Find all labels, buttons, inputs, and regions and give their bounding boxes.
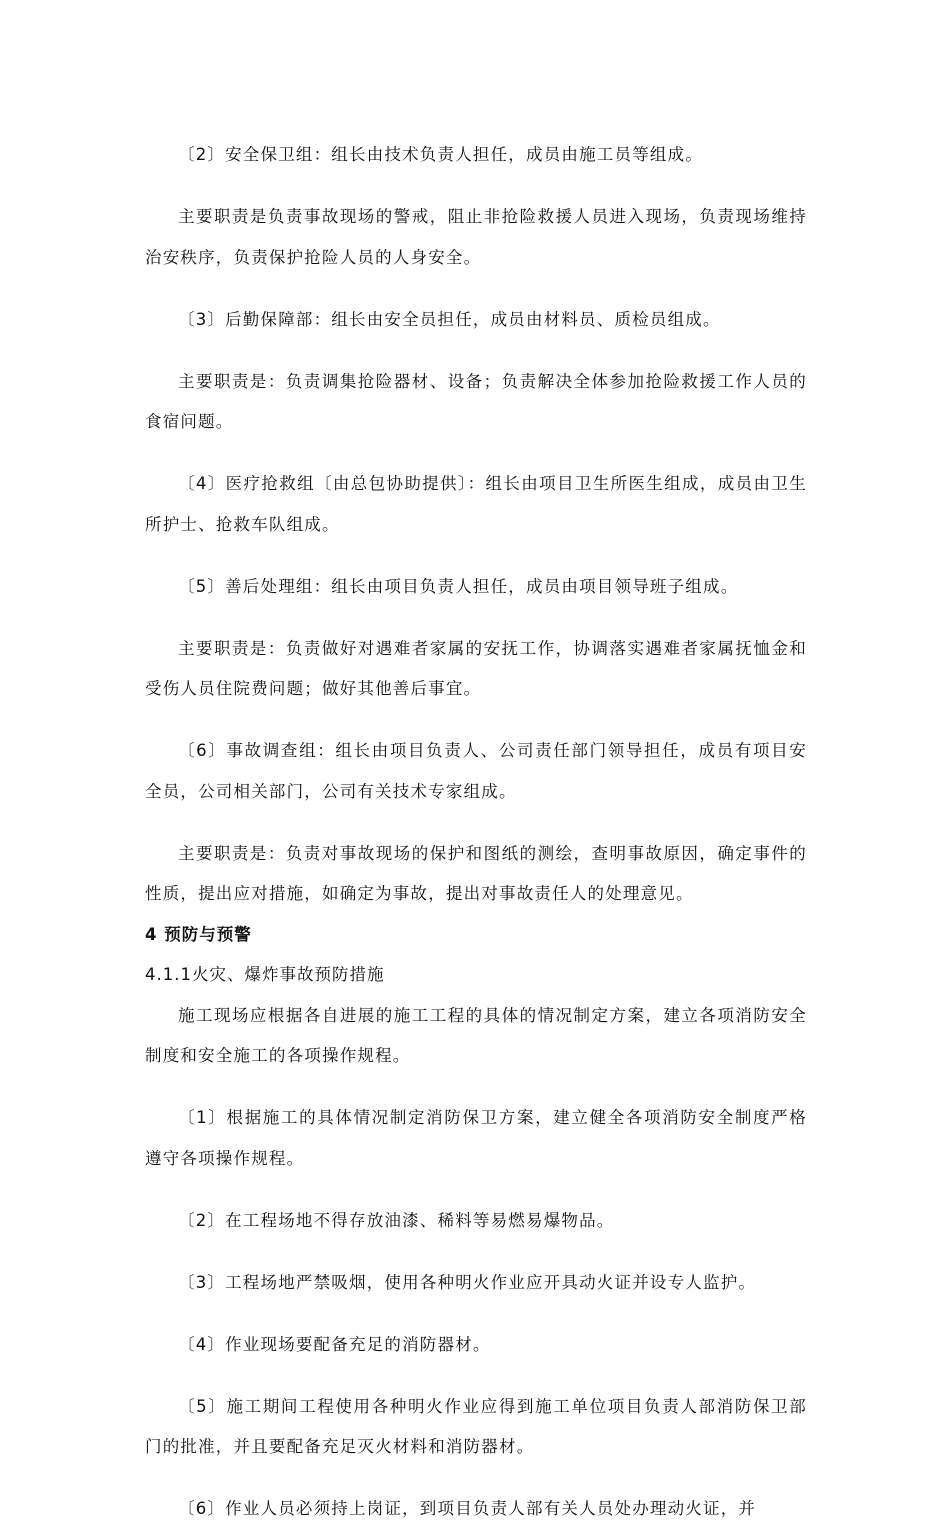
paragraph-investigation-duties: 主要职责是：负责对事故现场的保护和图纸的测绘，查明事故原因，确定事件的性质，提出应对措施，如确定为事故，提出对事故责任人的处理意见。 — [145, 843, 807, 903]
paragraph-fire-item-5: 〔5〕施工期间工程使用各种明火作业应得到施工单位项目负责人部消防保卫部门的批准，并且要配备充足灭火材料和消防器材。 — [145, 1396, 807, 1456]
paragraph-logistics-duties: 主要职责是：负责调集抢险器材、设备；负责解决全体参加抢险救援工作人员的食宿问题。 — [145, 371, 807, 431]
paragraph-fire-item-1: 〔1〕根据施工的具体情况制定消防保卫方案，建立健全各项消防安全制度严格遵守各项操作规程。 — [145, 1108, 807, 1168]
section-heading: 4 预防与预警 — [145, 924, 252, 944]
paragraph-medical-group: 〔4〕医疗抢救组〔由总包协助提供〕：组长由项目卫生所医生组成，成员由卫生所护士、抢救车队组成。 — [145, 474, 807, 534]
paragraph-aftermath-duties: 主要职责是：负责做好对遇难者家属的安抚工作，协调落实遇难者家属抚恤金和受伤人员住院费问题；做好其他善后事宜。 — [145, 638, 807, 698]
paragraph-fire-item-4: 〔4〕作业现场要配备充足的消防器材。 — [178, 1334, 491, 1354]
paragraph-investigation-group: 〔6〕事故调查组：组长由项目负责人、公司责任部门领导担任，成员有项目安全员，公司相关部门，公司有关技术专家组成。 — [145, 741, 807, 801]
paragraph-logistics-group: 〔3〕后勤保障部：组长由安全员担任，成员由材料员、质检员组成。 — [178, 309, 721, 329]
paragraph-aftermath-group: 〔5〕善后处理组：组长由项目负责人担任，成员由项目领导班子组成。 — [178, 576, 739, 596]
paragraph-fire-item-6: 〔6〕作业人员必须持上岗证，到项目负责人部有关人员处办理动火证，并 — [178, 1499, 757, 1518]
paragraph-fire-intro: 施工现场应根据各自进展的施工工程的具体的情况制定方案，建立各项消防安全制度和安全施工的各项操作规程。 — [145, 1005, 807, 1065]
paragraph-fire-item-3: 〔3〕工程场地严禁吸烟，使用各种明火作业应开具动火证并设专人监护。 — [178, 1272, 757, 1292]
paragraph-security-duties: 主要职责是负责事故现场的警戒，阻止非抢险救援人员进入现场，负责现场维持治安秩序，负责保护抢险人员的人身安全。 — [145, 207, 807, 267]
paragraph-fire-item-2: 〔2〕在工程场地不得存放油漆、稀料等易燃易爆物品。 — [178, 1210, 615, 1230]
paragraph-security-group: 〔2〕安全保卫组：组长由技术负责人担任，成员由施工员等组成。 — [178, 145, 703, 164]
subsection-heading: 4.1.1火灾、爆炸事故预防措施 — [145, 965, 385, 984]
document-body — [145, 135, 807, 1530]
